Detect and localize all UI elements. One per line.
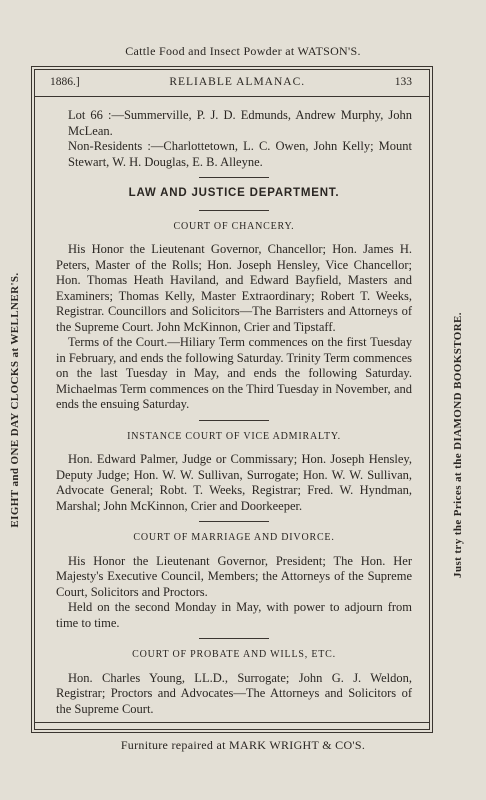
marriage-divorce-sittings: Held on the second Monday in May, with power to adjourn from time to time. (56, 600, 412, 630)
section-divider (199, 521, 269, 522)
header-rule (34, 96, 429, 97)
left-side-advertisement: EIGHT and ONE DAY CLOCKS at WELLNER'S. (9, 272, 21, 528)
page-body (56, 108, 412, 717)
section-divider (199, 638, 269, 639)
marriage-divorce-members: His Honor the Lieutenant Governor, President; The Hon. Her Majesty's Executive Council, Members; the Attorneys of the Supreme Court, Solicitors and Proctors. (56, 553, 412, 599)
header-year: 1886.] (50, 76, 80, 88)
vice-admiralty-members: Hon. Edward Palmer, Judge or Commissary; Hon. Joseph Hensley, Deputy Judge; Hon. W. W. Sullivan, Surrogate; Hon. W. W. Sullivan, Advocate General; Robt. T. Weeks, Registrar; Fred. W. Hyndman, Marshal; John McKinnon, Crier and Doorkeeper. (56, 452, 412, 513)
top-advertisement: Cattle Food and Insect Powder at WATSON'S. (125, 44, 361, 58)
chancery-members: His Honor the Lieutenant Governor, Chancellor; Hon. James H. Peters, Master of the Rolls; Hon. Joseph Hensley, Vice Chancellor; Hon. Thomas Heath Haviland, and Edward Bayfield, Masters and Examiners; Thomas Kelly, Master Extraordinary; Robert T. Weeks, Registrar. Councillors and Solicitors—The Barristers and Attorneys of the Supreme Court. John McKinnon, Crier and Tipstaff. (56, 242, 412, 334)
chancery-title: COURT OF CHANCERY. (173, 220, 295, 232)
department-title: LAW AND JUSTICE DEPARTMENT. (128, 187, 340, 199)
probate-members: Hon. Charles Young, LL.D., Surrogate; John G. J. Weldon, Registrar; Proctors and Advocates—The Attorneys and Solicitors of the Supreme Court. (56, 670, 412, 716)
footer-rule (34, 722, 429, 723)
section-divider (199, 210, 269, 211)
non-residents-paragraph: Non-Residents :—Charlottetown, L. C. Owen, John Kelly; Mount Stewart, W. H. Douglas, E. B. Alleyne. (68, 139, 412, 169)
probate-title: COURT OF PROBATE AND WILLS, ETC. (132, 649, 336, 660)
bottom-advertisement: Furniture repaired at MARK WRIGHT & CO'S. (120, 738, 366, 752)
section-divider (199, 420, 269, 421)
marriage-divorce-title: COURT OF MARRIAGE AND DIVORCE. (133, 532, 335, 543)
vice-admiralty-title: INSTANCE COURT OF VICE ADMIRALTY. (127, 430, 341, 442)
running-header (50, 76, 412, 88)
page-number: 133 (394, 76, 412, 88)
lot-66-paragraph: Lot 66 :—Summerville, P. J. D. Edmunds, Andrew Murphy, John McLean. (68, 108, 412, 138)
right-side-advertisement: Just try the Prices at the DIAMOND BOOKSTORE. (452, 312, 464, 578)
header-title: RELIABLE ALMANAC. (169, 76, 306, 88)
section-divider (199, 177, 269, 178)
chancery-terms: Terms of the Court.—Hiliary Term commences on the first Tuesday in February, and ends the following Saturday. Trinity Term commences on the last Tuesday in May, and ends the following Saturday. Michaelmas Term commences on the Third Tuesday in November, and ends the ensuing Saturday. (56, 335, 412, 411)
